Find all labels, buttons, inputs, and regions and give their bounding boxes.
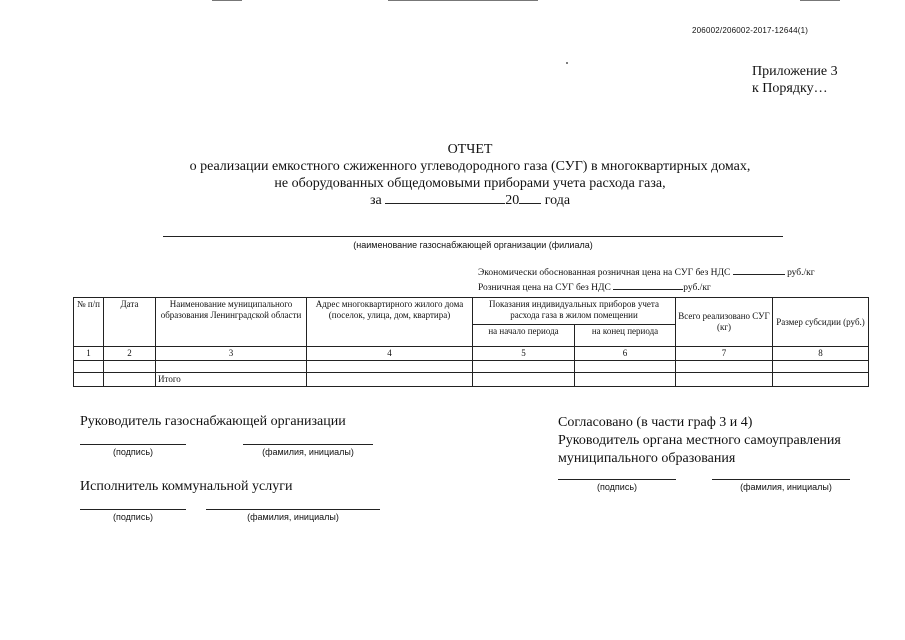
period-year: 20: [505, 193, 520, 208]
name-line: [712, 479, 850, 480]
table-cell: [773, 361, 869, 373]
retail-price-unit: руб./кг: [683, 283, 711, 293]
report-title: [140, 141, 800, 209]
report-table: [73, 297, 869, 387]
table-cell: [676, 373, 773, 387]
economic-price-unit: руб./кг: [787, 268, 815, 278]
column-number: 5: [473, 347, 575, 361]
period-suffix: года: [544, 193, 571, 208]
header-row: [74, 298, 869, 325]
header-num: № п/п: [74, 298, 104, 347]
scan-edge-line: [212, 0, 242, 1]
column-number: 4: [307, 347, 473, 361]
economic-price-blank: [733, 265, 785, 275]
table-cell: [473, 373, 575, 387]
period-blank: [385, 194, 505, 204]
table-cell: [104, 361, 156, 373]
economic-price-label: Экономически обоснованная розничная цена на СУГ без НДС: [478, 268, 731, 278]
column-number: 6: [575, 347, 676, 361]
report-title-line-2: не оборудованных общедомовыми приборами учета расхода газа,: [274, 176, 666, 191]
retail-price-row: [478, 280, 815, 295]
signature-caption: (подпись): [112, 447, 154, 457]
table-cell: [473, 361, 575, 373]
executor-label: Исполнитель коммунальной услуги: [80, 479, 293, 494]
agreed-label: Согласовано (в части граф 3 и 4): [558, 415, 753, 430]
signature-line: [80, 509, 186, 510]
organization-caption: (наименование газоснабжающей организации (филиала): [353, 240, 593, 250]
name-line: [206, 509, 380, 510]
retail-price-label: Розничная цена на СУГ без НДС: [478, 283, 611, 293]
report-period: [140, 192, 800, 209]
total-row: [74, 373, 869, 387]
table-cell: [74, 373, 104, 387]
table-cell: [773, 373, 869, 387]
column-number-row: [74, 347, 869, 361]
report-title-line-1: о реализации емкостного сжиженного углеводородного газа (СУГ) в многоквартирных домах,: [189, 159, 751, 174]
year-blank: [519, 194, 541, 204]
header-readings: Показания индивидуальных приборов учета расхода газа в жилом помещении: [473, 298, 676, 325]
table-row: [74, 361, 869, 373]
agreement-block: [558, 414, 841, 468]
column-number: 8: [773, 347, 869, 361]
local-gov-head-line-1: Руководитель органа местного самоуправления: [558, 433, 841, 448]
appendix-note: [752, 63, 838, 97]
header-subsidy: Размер субсидии (руб.): [773, 298, 869, 347]
report-heading: ОТЧЕТ: [447, 142, 493, 157]
appendix-line-1: Приложение 3: [752, 64, 838, 79]
table-cell: [307, 361, 473, 373]
header-date: Дата: [104, 298, 156, 347]
local-gov-head-line-2: муниципального образования: [558, 451, 736, 466]
retail-price-blank: [613, 280, 683, 290]
column-number: 7: [676, 347, 773, 361]
header-address: Адрес многоквартирного жилого дома (поселок, улица, дом, квартира): [307, 298, 473, 347]
name-caption: (фамилия, инициалы): [262, 447, 354, 457]
header-total-sold: Всего реализовано СУГ (кг): [676, 298, 773, 347]
economic-price-row: [478, 265, 815, 280]
table-cell: [575, 361, 676, 373]
signature-caption: (подпись): [596, 482, 638, 492]
name-caption: (фамилия, инициалы): [740, 482, 832, 492]
signature-line: [80, 444, 186, 445]
scan-edge-line: [800, 0, 840, 1]
price-block: [478, 265, 815, 295]
column-number: 3: [156, 347, 307, 361]
document-number: 206002/206002-2017-12644(1): [692, 26, 809, 35]
organization-name-line: [163, 236, 783, 237]
scan-speck: [566, 62, 568, 64]
total-label: Итого: [156, 373, 307, 387]
table-cell: [307, 373, 473, 387]
header-municipality: Наименование муниципального образования Ленинградской области: [156, 298, 307, 347]
table-cell: [575, 373, 676, 387]
name-caption: (фамилия, инициалы): [247, 512, 339, 522]
header-readings-start: на начало периода: [473, 325, 575, 347]
period-prefix: за: [369, 193, 382, 208]
table-cell: [156, 361, 307, 373]
name-line: [243, 444, 373, 445]
signature-caption: (подпись): [112, 512, 154, 522]
scan-edge-line: [388, 0, 538, 1]
table-cell: [104, 373, 156, 387]
table-cell: [74, 361, 104, 373]
signature-line: [558, 479, 676, 480]
appendix-line-2: к Порядку…: [752, 81, 828, 96]
head-of-gas-org-label: Руководитель газоснабжающей организации: [80, 414, 346, 429]
table-cell: [676, 361, 773, 373]
column-number: 1: [74, 347, 104, 361]
header-readings-end: на конец периода: [575, 325, 676, 347]
column-number: 2: [104, 347, 156, 361]
